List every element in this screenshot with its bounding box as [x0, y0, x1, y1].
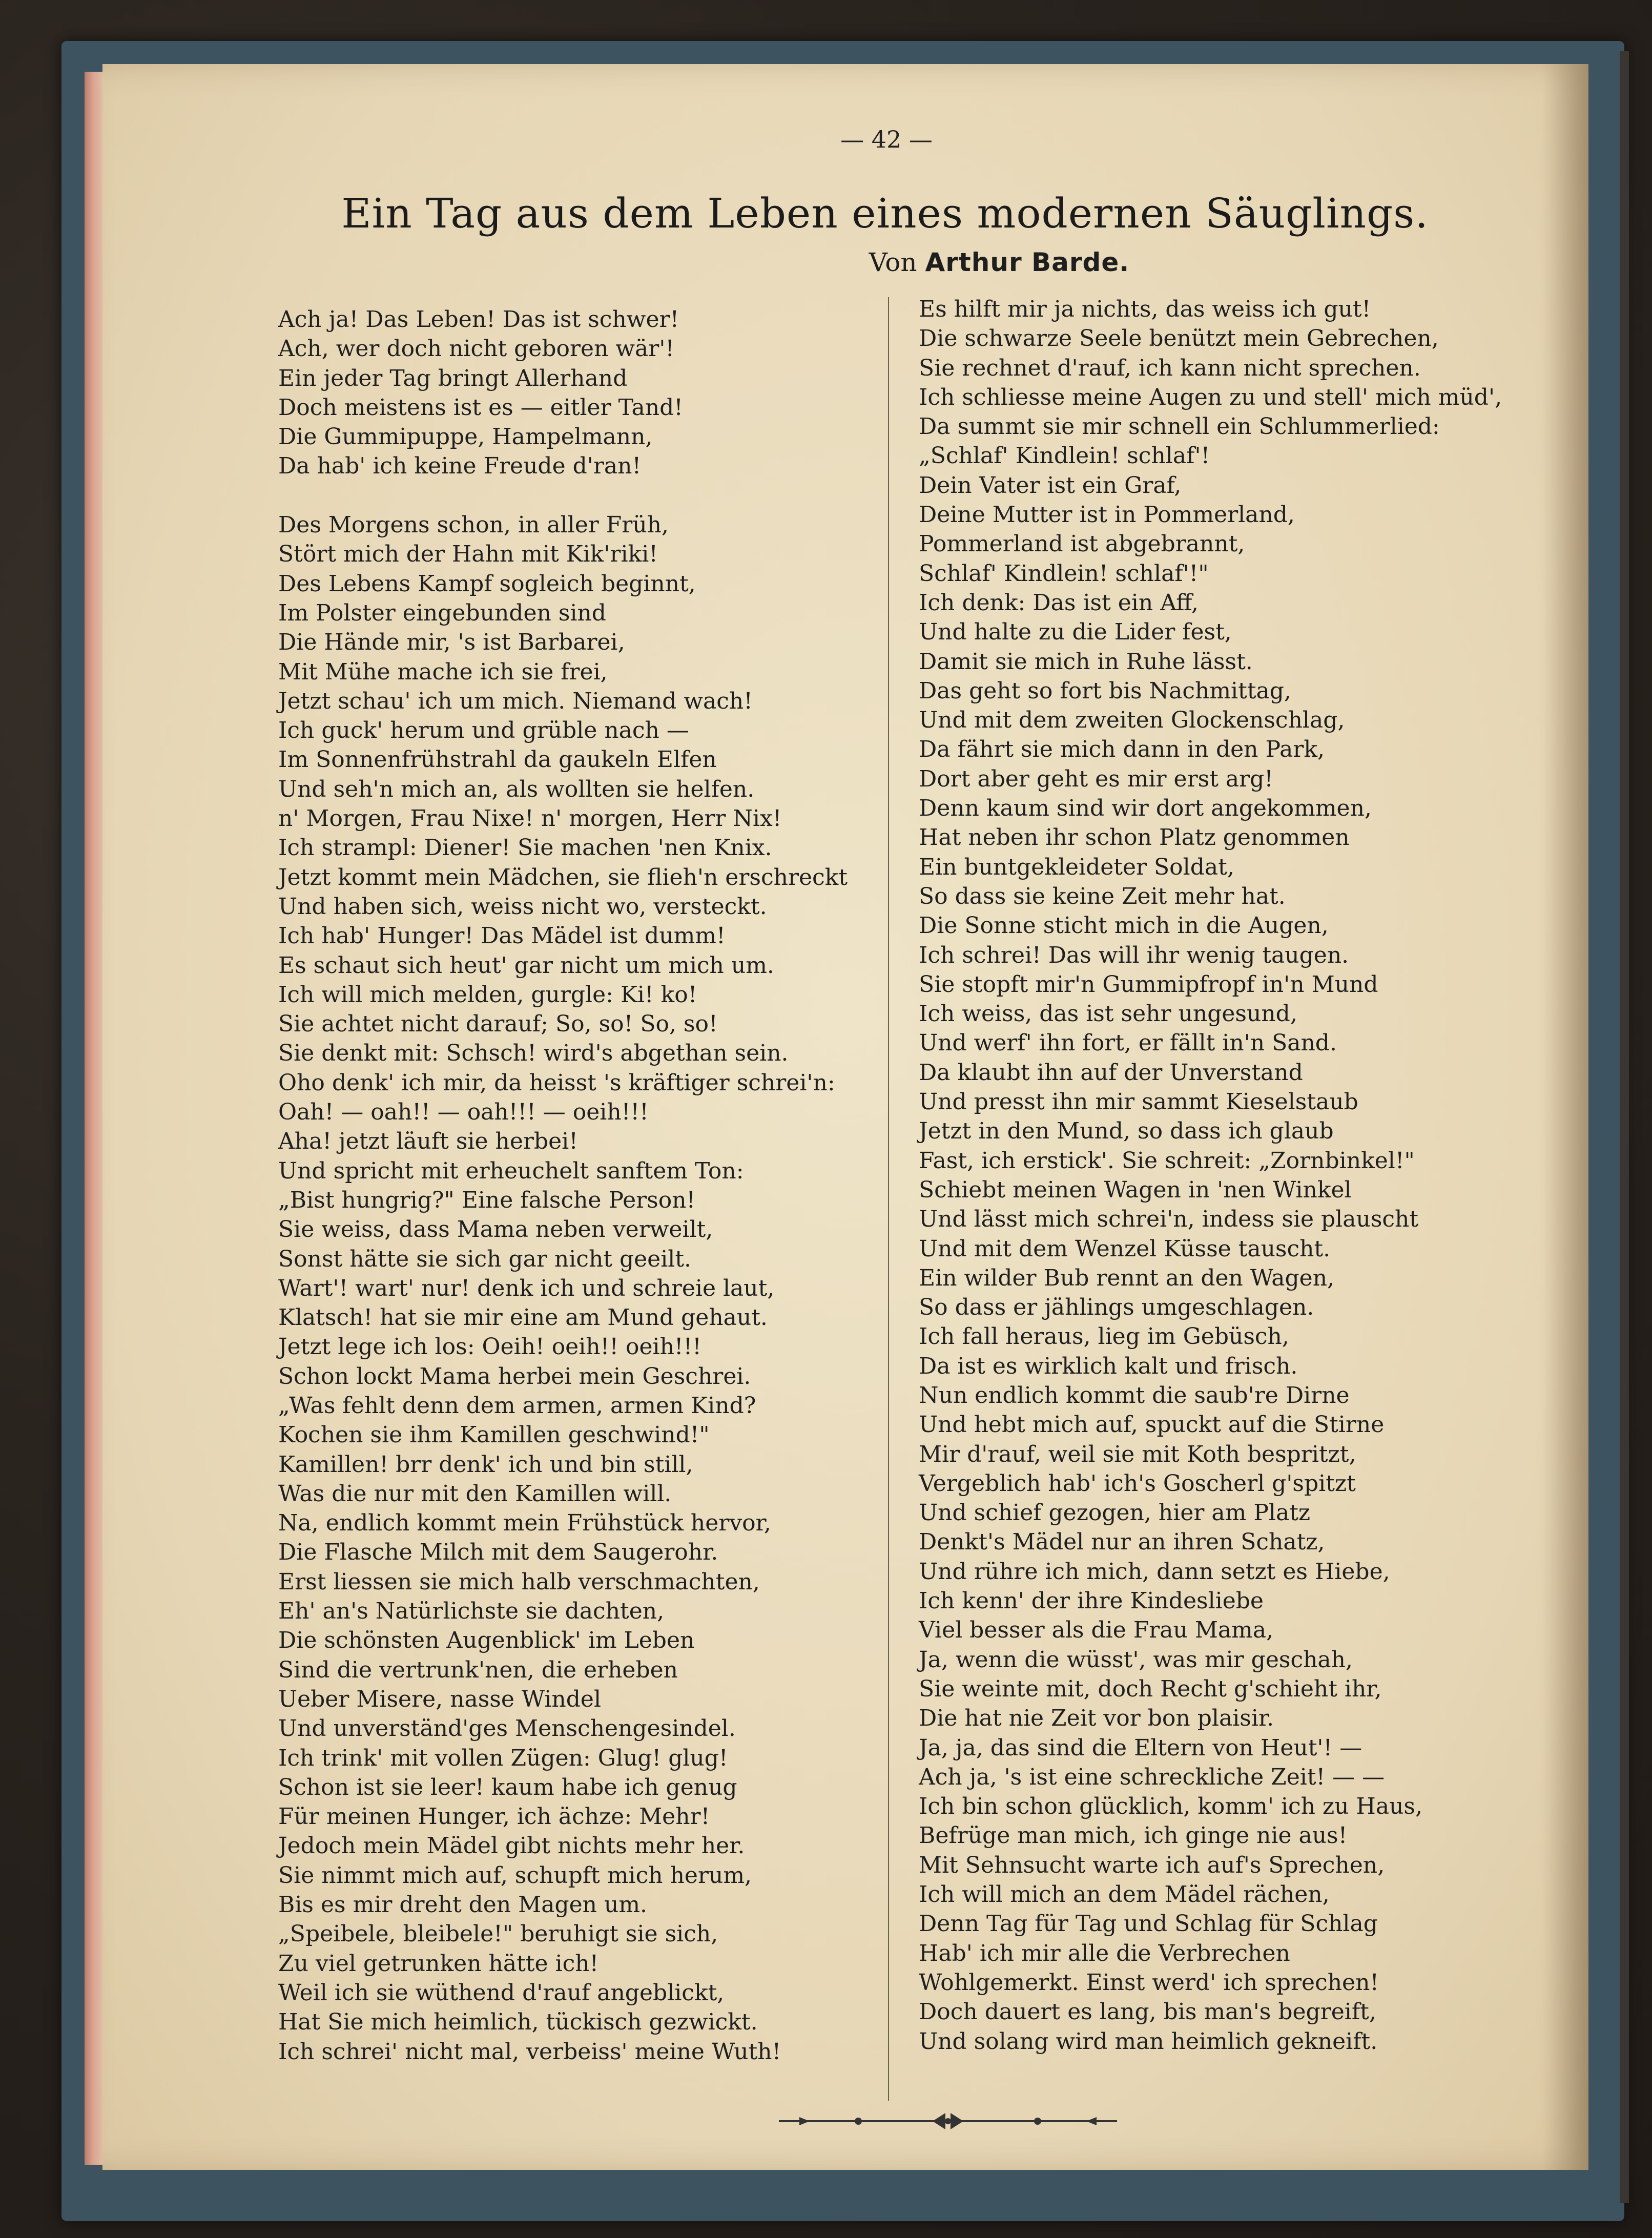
poem-line: Des Lebens Kampf sogleich beginnt, [278, 570, 696, 597]
poem-line: Es hilft mir ja nichts, das weiss ich gut! [919, 296, 1371, 322]
poem-line: Nun endlich kommt die saub're Dirne [919, 1382, 1350, 1408]
poem-line: Ich schliesse meine Augen zu und stell' mich müd', [919, 384, 1502, 410]
poem-line: Und rühre ich mich, dann setzt es Hiebe, [919, 1558, 1390, 1585]
poem-line: Klatsch! hat sie mir eine am Mund gehaut. [278, 1304, 768, 1331]
book-page [102, 64, 1588, 2170]
poem-line: Pommerland ist abgebrannt, [919, 531, 1245, 557]
gutter-shadow [1542, 64, 1588, 2170]
poem-line: Ich schrei' nicht mal, verbeiss' meine Wuth! [278, 2038, 781, 2065]
poem-line: Ja, ja, das sind die Eltern von Heut'! — [919, 1734, 1362, 1761]
poem-line: Sie achtet nicht darauf; So, so! So, so! [278, 1011, 718, 1038]
poem-line: Sie weiss, dass Mama neben verweilt, [278, 1216, 713, 1243]
poem-line: Aha! jetzt läuft sie herbei! [278, 1128, 578, 1155]
poem-line: Und spricht mit erheuchelt sanftem Ton: [278, 1157, 744, 1184]
poem-line: Ich will mich an dem Mädel rächen, [919, 1881, 1330, 1908]
poem-line: Ich will mich melden, gurgle: Ki! ko! [278, 981, 697, 1008]
poem-line: Und mit dem Wenzel Küsse tauscht. [919, 1235, 1331, 1262]
poem-line: Oah! — oah!! — oah!!! — oeih!!! [278, 1099, 649, 1126]
poem-line: Jedoch mein Mädel gibt nichts mehr her. [278, 1833, 745, 1859]
poem-line: Oho denk' ich mir, da heisst 's kräftiger schrei'n: [278, 1069, 835, 1096]
poem-line: Ich bin schon glücklich, komm' ich zu Haus, [919, 1793, 1422, 1820]
poem-line: Die schwarze Seele benützt mein Gebrechen, [919, 325, 1439, 352]
poem-line: Und presst ihn mir sammt Kieselstaub [919, 1089, 1358, 1115]
poem-line: Sie weinte mit, doch Recht g'schieht ihr, [919, 1675, 1382, 1702]
poem-line: Und seh'n mich an, als wollten sie helfen. [278, 776, 755, 802]
poem-line: Und lässt mich schrei'n, indess sie plauscht [919, 1206, 1419, 1233]
poem-line: Erst liessen sie mich halb verschmachten, [278, 1568, 760, 1595]
poem-line: Die Sonne sticht mich in die Augen, [919, 913, 1329, 939]
poem-line: Ich trink' mit vollen Zügen: Glug! glug! [278, 1745, 728, 1771]
poem-line: Schon ist sie leer! kaum habe ich genug [278, 1774, 737, 1800]
poem-line: Dein Vater ist ein Graf, [919, 472, 1182, 499]
poem-line: Stört mich der Hahn mit Kik'riki! [278, 541, 658, 568]
poem-line: Dort aber geht es mir erst arg! [919, 765, 1273, 792]
poem-line: Das geht so fort bis Nachmittag, [919, 677, 1291, 704]
poem-line: Sie rechnet d'rauf, ich kann nicht sprechen. [919, 355, 1421, 381]
poem-line: Im Sonnenfrühstrahl da gaukeln Elfen [278, 747, 717, 773]
poem-line: Und werf' ihn fort, er fällt in'n Sand. [919, 1030, 1337, 1056]
poem-line: Ach, wer doch nicht geboren wär'! [278, 336, 675, 362]
poem-line: Da summt sie mir schnell ein Schlummerlied: [919, 413, 1440, 440]
poem-line: Mit Sehnsucht warte ich auf's Sprechen, [919, 1852, 1385, 1878]
poem-line: Hab' ich mir alle die Verbrechen [919, 1940, 1290, 1966]
poem-line: Denn kaum sind wir dort angekommen, [919, 795, 1372, 822]
poem-line: Sie denkt mit: Schsch! wird's abgethan sein. [278, 1040, 789, 1067]
poem-line: Hat Sie mich heimlich, tückisch gezwickt. [278, 2009, 758, 2036]
poem-line: Schon lockt Mama herbei mein Geschrei. [278, 1363, 751, 1390]
article-title: Ein Tag aus dem Leben eines modernen Säuglings. [341, 190, 1429, 237]
poem-line: Schlaf' Kindlein! schlaf'!" [919, 560, 1209, 587]
poem-line: Ich hab' Hunger! Das Mädel ist dumm! [278, 923, 726, 949]
poem-line: Und haben sich, weiss nicht wo, versteckt. [278, 893, 767, 920]
poem-line: Na, endlich kommt mein Frühstück hervor, [278, 1510, 771, 1537]
column-divider [888, 297, 889, 2101]
poem-line: Da ist es wirklich kalt und frisch. [919, 1353, 1298, 1379]
poem-line: „Speibele, bleibele!" beruhigt sie sich, [278, 1921, 718, 1947]
poem-line: Die Gummipuppe, Hampelmann, [278, 424, 653, 450]
poem-right-column [919, 295, 1534, 2056]
end-ornament [769, 2106, 1127, 2137]
poem-line: Ach ja, 's ist eine schreckliche Zeit! — — [919, 1764, 1385, 1790]
poem-line: Weil ich sie wüthend d'rauf angeblickt, [278, 1979, 725, 2006]
poem-line: Ich guck' herum und grüble nach — [278, 717, 689, 744]
poem-line: n' Morgen, Frau Nixe! n' morgen, Herr Nix! [278, 805, 782, 832]
poem-line: Bis es mir dreht den Magen um. [278, 1892, 648, 1918]
poem-line: Eh' an's Natürlichste sie dachten, [278, 1598, 665, 1625]
poem-line: Sie nimmt mich auf, schupft mich herum, [278, 1862, 752, 1889]
poem-line: Es schaut sich heut' gar nicht um mich um. [278, 952, 774, 979]
poem-line: Im Polster eingebunden sind [278, 599, 606, 626]
poem-line: Wohlgemerkt. Einst werd' ich sprechen! [919, 1969, 1379, 1996]
poem-line: Und hebt mich auf, spuckt auf die Stirne [919, 1412, 1385, 1438]
binding-edge [1620, 51, 1629, 2203]
poem-line: Befrüge man mich, ich ginge nie aus! [919, 1822, 1348, 1849]
poem-line: Ein buntgekleideter Soldat, [919, 854, 1234, 880]
poem-line: Jetzt kommt mein Mädchen, sie flieh'n erschreckt [278, 864, 848, 890]
poem-line: Ja, wenn die wüsst', was mir geschah, [919, 1646, 1353, 1673]
poem-line: Zu viel getrunken hätte ich! [278, 1950, 599, 1977]
poem-line: Sind die vertrunk'nen, die erheben [278, 1656, 678, 1683]
poem-line: Da fährt sie mich dann in den Park, [919, 736, 1325, 763]
poem-line: Deine Mutter ist in Pommerland, [919, 502, 1295, 528]
poem-line: Die Flasche Milch mit dem Saugerohr. [278, 1539, 718, 1566]
poem-line: Denkt's Mädel nur an ihren Schatz, [919, 1529, 1325, 1556]
poem-line: So dass er jählings umgeschlagen. [919, 1294, 1314, 1321]
poem-line: Vergeblich hab' ich's Goscherl g'spitzt [919, 1470, 1356, 1497]
poem-line [278, 481, 893, 510]
poem-line: Ich denk: Das ist ein Aff, [919, 589, 1199, 616]
poem-line: „Bist hungrig?" Eine falsche Person! [278, 1187, 696, 1213]
author-line [769, 247, 1230, 277]
poem-left-column [278, 305, 893, 2066]
poem-line: Ein jeder Tag bringt Allerhand [278, 365, 628, 391]
poem-line: Ich fall heraus, lieg im Gebüsch, [919, 1323, 1289, 1350]
poem-line: Und solang wird man heimlich gekneift. [919, 2028, 1378, 2055]
poem-line: Denn Tag für Tag und Schlag für Schlag [919, 1911, 1378, 1937]
poem-line: Die Hände mir, 's ist Barbarei, [278, 629, 625, 656]
poem-line: Ich kenn' der ihre Kindesliebe [919, 1588, 1264, 1614]
poem-line: Sonst hätte sie sich gar nicht geeilt. [278, 1246, 692, 1272]
poem-line: Jetzt lege ich los: Oeih! oeih!! oeih!!! [278, 1334, 701, 1360]
poem-line: Doch dauert es lang, bis man's begreift, [919, 1999, 1376, 2025]
poem-line: Für meinen Hunger, ich ächze: Mehr! [278, 1804, 710, 1830]
poem-line: Jetzt in den Mund, so dass ich glaub [919, 1118, 1334, 1145]
poem-line: Und unverständ'ges Menschengesindel. [278, 1715, 736, 1742]
poem-line: Was die nur mit den Kamillen will. [278, 1480, 672, 1507]
author-name: Arthur Barde. [925, 247, 1130, 277]
poem-line: Viel besser als die Frau Mama, [919, 1617, 1274, 1644]
author-prefix: Von [869, 247, 917, 277]
poem-line: Kochen sie ihm Kamillen geschwind!" [278, 1422, 710, 1448]
poem-line: Und schief gezogen, hier am Platz [919, 1500, 1311, 1526]
poem-line: Sie stopft mir'n Gummipfropf in'n Mund [919, 971, 1378, 998]
poem-line: Und halte zu die Lider fest, [919, 619, 1232, 646]
poem-line: Und mit dem zweiten Glockenschlag, [919, 707, 1345, 734]
poem-line: Ueber Misere, nasse Windel [278, 1686, 602, 1712]
poem-line: Ach ja! Das Leben! Das ist schwer! [278, 306, 679, 333]
poem-line: Fast, ich erstick'. Sie schreit: „Zornbinkel!" [919, 1147, 1415, 1174]
poem-line: Die hat nie Zeit vor bon plaisir. [919, 1705, 1274, 1732]
poem-line: Schiebt meinen Wagen in 'nen Winkel [919, 1176, 1352, 1203]
poem-line: Des Morgens schon, in aller Früh, [278, 512, 669, 538]
page-number: — 42 — [840, 126, 933, 153]
poem-line: „Schlaf' Kindlein! schlaf'! [919, 443, 1210, 469]
poem-line: Jetzt schau' ich um mich. Niemand wach! [278, 688, 753, 714]
poem-line: „Was fehlt denn dem armen, armen Kind? [278, 1392, 756, 1419]
poem-line: Mir d'rauf, weil sie mit Koth bespritzt, [919, 1441, 1356, 1467]
poem-line: Doch meistens ist es — eitler Tand! [278, 394, 683, 421]
poem-line: Da klaubt ihn auf der Unverstand [919, 1059, 1303, 1086]
poem-line: Die schönsten Augenblick' im Leben [278, 1627, 695, 1654]
poem-line: Ich weiss, das ist sehr ungesund, [919, 1001, 1297, 1027]
poem-line: Ein wilder Bub rennt an den Wagen, [919, 1265, 1335, 1291]
poem-line: Mit Mühe mache ich sie frei, [278, 658, 608, 685]
page-edge [85, 72, 105, 2165]
poem-line: Ich strampl: Diener! Sie machen 'nen Knix. [278, 835, 772, 861]
poem-line: Da hab' ich keine Freude d'ran! [278, 453, 642, 480]
poem-line: Wart'! wart' nur! denk ich und schreie laut, [278, 1275, 775, 1301]
poem-line: Damit sie mich in Ruhe lässt. [919, 648, 1253, 675]
poem-line: Ich schrei! Das will ihr wenig taugen. [919, 942, 1349, 968]
poem-line: Kamillen! brr denk' ich und bin still, [278, 1451, 693, 1478]
poem-line: Hat neben ihr schon Platz genommen [919, 824, 1350, 851]
poem-line: So dass sie keine Zeit mehr hat. [919, 883, 1286, 909]
